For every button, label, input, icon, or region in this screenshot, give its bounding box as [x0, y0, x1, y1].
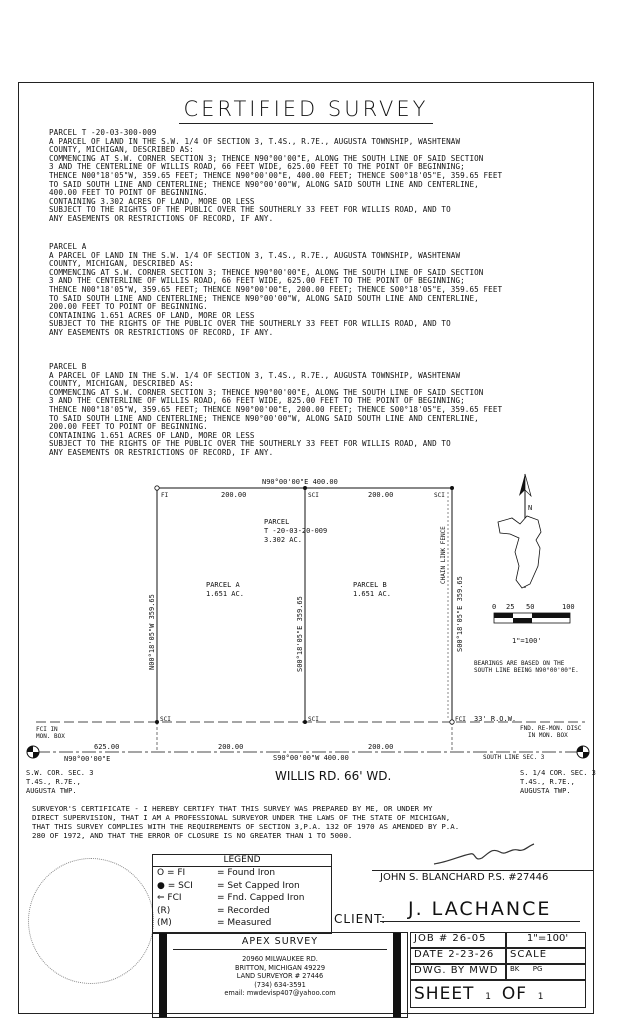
parcel-line: TO SAID SOUTH LINE AND CENTERLINE; THENCE N90°00'00"W, ALONG SAID SOUTH LINE AND CENTERLINE,	[49, 413, 479, 423]
road-label: WILLIS RD. 66' WD.	[275, 769, 392, 783]
company-bar-left	[159, 933, 167, 1017]
legend-row: (M) = Measured	[157, 918, 272, 928]
sci-top-mid: SCI	[308, 492, 319, 499]
parcel-line: A PARCEL OF LAND IN THE S.W. 1/4 OF SECTION 3, T.4S., R.7E., AUGUSTA TOWNSHIP, WASHTENAW	[49, 136, 461, 146]
bearing-west: N90°00'00"E	[64, 755, 111, 763]
surveyor-name: JOHN S. BLANCHARD P.S. #27446	[380, 872, 549, 883]
set-capped-iron-marker	[303, 720, 307, 724]
parcel-line: 200.00 FEET TO POINT OF BEGINNING.	[49, 302, 208, 312]
client-name: J. LACHANCE	[408, 898, 552, 920]
parcel-line: SUBJECT TO THE RIGHTS OF THE PUBLIC OVER THE SOUTHERLY 33 FEET FOR WILLIS ROAD, AND TO	[49, 439, 451, 449]
fnd-mon-label: FND. RE-MON. DISC IN MON. BOX	[520, 725, 582, 739]
scale-tick-0: 0	[492, 603, 497, 611]
sci-bottom-mid: SCI	[308, 716, 319, 723]
fci-bottom-east: FCI	[455, 716, 466, 723]
parcel-line: CONTAINING 1.651 ACRES OF LAND, MORE OR LESS	[49, 310, 255, 320]
south-main: S90°00'00"W 400.00	[273, 754, 349, 762]
surveyor-signature	[430, 842, 538, 868]
legend-row: (R) = Recorded	[157, 905, 270, 916]
parcel-line: SUBJECT TO THE RIGHTS OF THE PUBLIC OVER THE SOUTHERLY 33 FEET FOR WILLIS ROAD, AND TO	[49, 319, 451, 329]
parcel-a-label: PARCEL A 1.651 AC.	[206, 581, 244, 598]
parcel-line: COUNTY, MICHIGAN, DESCRIBED AS:	[49, 259, 194, 269]
company-name: APEX SURVEY	[173, 936, 387, 950]
legend-row: O = FI = Found Iron	[157, 868, 276, 878]
book-page: BK PG	[506, 964, 586, 980]
surveyor-seal	[28, 858, 154, 984]
parcel-line: PARCEL B	[49, 362, 87, 371]
company-address: 20960 MILWAUKEE RD. BRITTON, MICHIGAN 49229 LAND SURVEYOR # 27446 (734) 634-3591 email: mwdevisp407@yahoo.com	[224, 955, 336, 998]
michigan-map-icon	[498, 516, 541, 588]
parcel-line: COMMENCING AT S.W. CORNER SECTION 3; THENCE N90°00'00"E, ALONG THE SOUTH LINE OF SAID SECTION	[49, 387, 484, 397]
parcel-line: PARCEL T -20-03-300-009	[49, 128, 157, 137]
found-iron-marker	[155, 486, 159, 490]
north-seg-east: 200.00	[368, 491, 394, 499]
legend	[152, 854, 332, 934]
mid-bearing-label: S00°18'05"E 359.65	[296, 596, 304, 672]
s-quarter-label: S. 1/4 COR. SEC. 3 T.4S., R.7E., AUGUSTA TWP.	[520, 769, 596, 795]
date-value: DATE 2-23-26	[410, 948, 506, 964]
parcel-line: 3 AND THE CENTERLINE OF WILLIS ROAD, 66 FEET WIDE, 625.00 FEET TO THE POINT OF BEGINNING;	[49, 276, 465, 286]
bearing-note: BEARINGS ARE BASED ON THE SOUTH LINE BEING N90°00'00"E.	[474, 660, 579, 674]
parcel-line: ANY EASEMENTS OR RESTRICTIONS OF RECORD, IF ANY.	[49, 327, 274, 337]
parcel-line: THENCE N00°18'05"W, 359.65 FEET; THENCE N90°00'00"E, 400.00 FEET; THENCE S00°18'05"E, 359.65 FEET	[49, 170, 503, 180]
fi-label: FI	[161, 492, 169, 499]
sw-corner-symbol	[27, 746, 39, 758]
north-seg-west: 200.00	[221, 491, 247, 499]
scale-label: SCALE	[506, 948, 586, 964]
south-seg-b: 200.00	[368, 743, 394, 751]
parcel-center-label: PARCEL T -20-03-20-009 3.302 AC.	[264, 518, 328, 544]
east-bearing-label: S00°18'05"E 359.65	[456, 576, 464, 652]
scale-bar	[494, 613, 570, 623]
set-capped-iron-marker	[155, 720, 159, 724]
north-label: N	[528, 504, 533, 512]
parcel-b-label: PARCEL B 1.651 AC.	[353, 581, 391, 598]
scale-value: 1"=100'	[506, 932, 586, 948]
parcel-line: COUNTY, MICHIGAN, DESCRIBED AS:	[49, 379, 194, 389]
parcel-line: A PARCEL OF LAND IN THE S.W. 1/4 OF SECTION 3, T.4S., R.7E., AUGUSTA TOWNSHIP, WASHTENAW	[49, 370, 461, 380]
job-number: JOB # 26-05	[410, 932, 506, 948]
fence-label: CHAIN LINK FENCE	[440, 526, 447, 584]
parcel-line: 200.00 FEET TO POINT OF BEGINNING.	[49, 422, 208, 432]
document-title: CERTIFIED SURVEY	[183, 97, 429, 121]
set-capped-iron-marker	[303, 486, 307, 490]
found-capped-iron-marker	[450, 720, 454, 724]
parcel-line: CONTAINING 1.651 ACRES OF LAND, MORE OR LESS	[49, 430, 255, 440]
sw-corner-label: S.W. COR. SEC. 3 T.4S., R.7E., AUGUSTA TWP.	[26, 769, 94, 795]
parcel-line: 400.00 FEET TO POINT OF BEGINNING.	[49, 188, 208, 198]
client-label: CLIENT:	[334, 912, 387, 926]
dist-625: 625.00	[94, 743, 120, 751]
company-block	[152, 932, 408, 1018]
parcel-line: ANY EASEMENTS OR RESTRICTIONS OF RECORD, IF ANY.	[49, 213, 274, 223]
north-line-label: N90°00'00"E 400.00	[262, 478, 338, 486]
parcel-line: TO SAID SOUTH LINE AND CENTERLINE; THENCE N90°00'00"W, ALONG SAID SOUTH LINE AND CENTERLINE,	[49, 179, 479, 189]
parcel-line: CONTAINING 3.302 ACRES OF LAND, MORE OR LESS	[49, 196, 255, 206]
scale-text: 1"=100'	[512, 637, 542, 645]
sheet-number: SHEET 1 OF 1	[410, 980, 586, 1008]
legend-row: ● = SCI = Set Capped Iron	[157, 880, 300, 891]
fci-mon-label: FCI IN MON. BOX	[36, 726, 65, 740]
parcel-line: A PARCEL OF LAND IN THE S.W. 1/4 OF SECTION 3, T.4S., R.7E., AUGUSTA TOWNSHIP, WASHTENAW	[49, 250, 461, 260]
title-block	[410, 932, 586, 1016]
parcel-line: THENCE N00°18'05"W, 359.65 FEET; THENCE N90°00'00"E, 200.00 FEET; THENCE S00°18'05"E, 359.65 FEET	[49, 404, 503, 414]
west-bearing-label: N00°18'05"W 359.65	[148, 594, 156, 670]
parcel-line: COMMENCING AT S.W. CORNER SECTION 3; THENCE N90°00'00"E, ALONG THE SOUTH LINE OF SAID SECTION	[49, 267, 484, 277]
parcel-line: COUNTY, MICHIGAN, DESCRIBED AS:	[49, 145, 194, 155]
parcel-line: SUBJECT TO THE RIGHTS OF THE PUBLIC OVER THE SOUTHERLY 33 FEET FOR WILLIS ROAD, AND TO	[49, 205, 451, 215]
legend-row: ⇐ FCI = Fnd. Capped Iron	[157, 893, 305, 903]
signature-line	[372, 870, 594, 871]
s-quarter-corner-symbol	[577, 746, 589, 758]
parcel-line: 3 AND THE CENTERLINE OF WILLIS ROAD, 66 FEET WIDE, 625.00 FEET TO THE POINT OF BEGINNING;	[49, 162, 465, 172]
scale-tick-100: 100	[562, 603, 575, 611]
parcel-line: COMMENCING AT S.W. CORNER SECTION 3; THENCE N90°00'00"E, ALONG THE SOUTH LINE OF SAID SECTION	[49, 153, 484, 163]
sci-top-east: SCI	[434, 492, 445, 499]
parcel-line: TO SAID SOUTH LINE AND CENTERLINE; THENCE N90°00'00"W, ALONG SAID SOUTH LINE AND CENTERLINE,	[49, 293, 479, 303]
parcel-line: PARCEL A	[49, 242, 87, 251]
client-underline	[380, 921, 580, 922]
row-label: 33' R.O.W.	[474, 715, 517, 723]
parcel-line: 3 AND THE CENTERLINE OF WILLIS ROAD, 66 FEET WIDE, 825.00 FEET TO THE POINT OF BEGINNING;	[49, 396, 465, 406]
scale-tick-25: 25	[506, 603, 515, 611]
south-line-label: SOUTH LINE SEC. 3	[483, 754, 545, 761]
company-bar-right	[393, 933, 401, 1017]
parcel-line: THENCE N00°18'05"W, 359.65 FEET; THENCE N90°00'00"E, 200.00 FEET; THENCE S00°18'05"E, 359.65 FEET	[49, 284, 503, 294]
sci-bottom-west: SCI	[160, 716, 171, 723]
scale-tick-50: 50	[526, 603, 535, 611]
legend-title: LEGEND	[153, 855, 331, 867]
south-seg-a: 200.00	[218, 743, 244, 751]
parcel-line: ANY EASEMENTS OR RESTRICTIONS OF RECORD, IF ANY.	[49, 447, 274, 457]
drawn-by: DWG. BY MWD	[410, 964, 506, 980]
surveyor-certificate: SURVEYOR'S CERTIFICATE - I HEREBY CERTIFY THAT THIS SURVEY WAS PREPARED BY ME, OR UNDER MY DIRECT SUPERVISION, THAT I AM A PROFESSIONAL SURVEYOR UNDER THE LAWS OF THE STATE OF MICHIGAN, THAT THIS SURVEY COMPLIES WITH THE REQUIREMENTS OF SECTION 3,P.A. 132 OF 1970 AS AMENDED BY P.A. 280 OF 1972, AND THAT THE ERROR OF CLOSURE IS NO GREATER THAN 1 TO 5000.	[32, 804, 460, 840]
set-capped-iron-marker	[450, 486, 454, 490]
